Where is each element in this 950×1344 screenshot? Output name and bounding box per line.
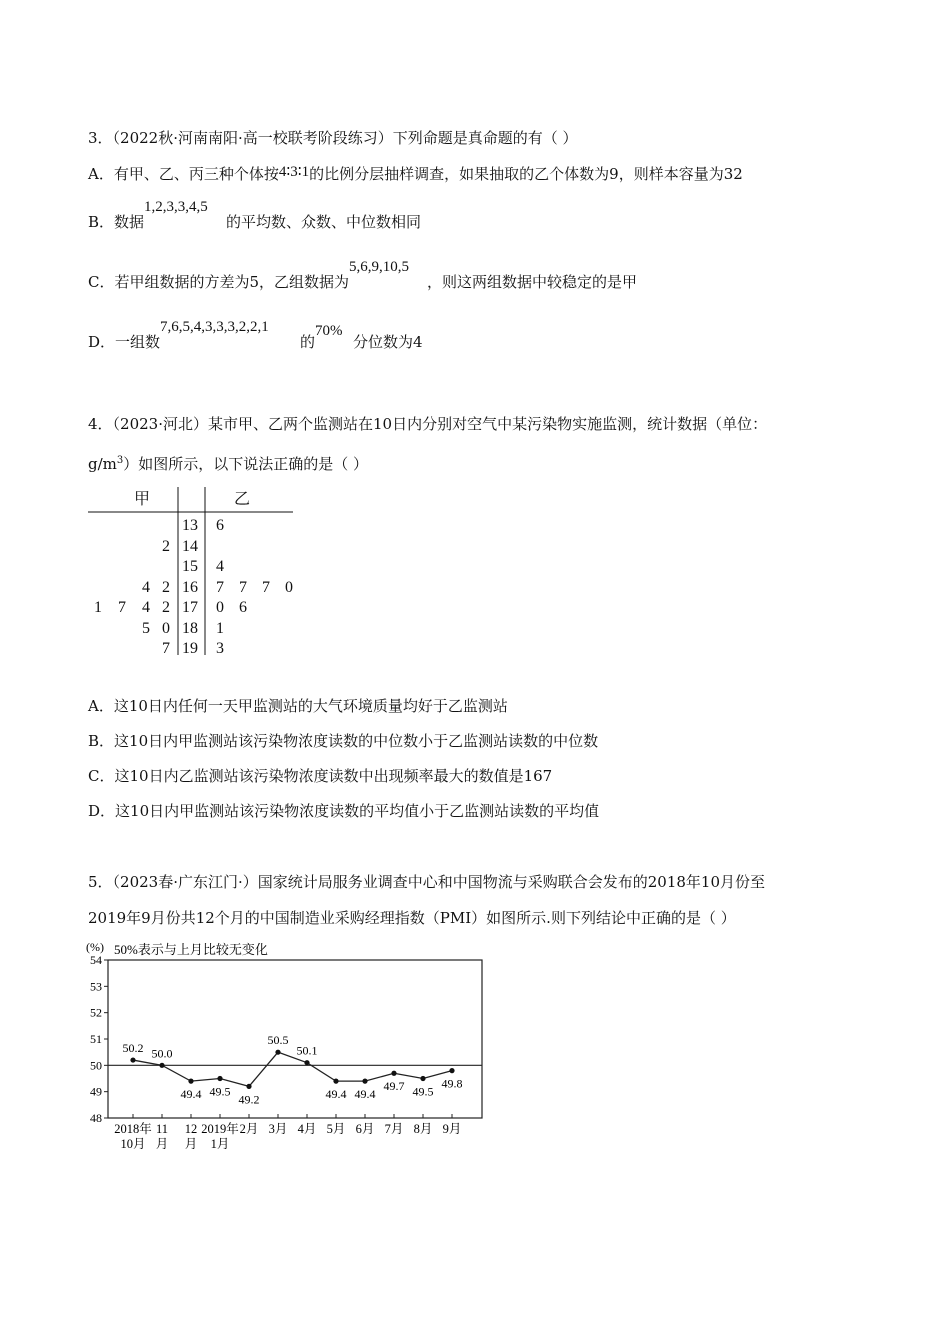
leaf-jia: 7 (162, 640, 170, 657)
pmi-point (188, 1079, 193, 1084)
x-tick-label: 7月 (384, 1122, 404, 1136)
leaf-jia: 2 (162, 599, 170, 616)
x-tick-label: 6月 (355, 1122, 375, 1136)
pmi-point (246, 1084, 251, 1089)
pmi-line-chart (80, 938, 500, 1153)
x-tick-label: 11 (155, 1122, 169, 1136)
q3-option-d-mid: 的 (300, 333, 316, 351)
leaf-yi: 7 (262, 578, 270, 596)
leaf-jia: 4 (142, 599, 150, 616)
pmi-point (420, 1076, 425, 1081)
chart-ylabel: (%) (86, 940, 104, 954)
q3-option-a-post: 的比例分层抽样调查，如果抽取的乙个体数为9，则样本容量为32 (309, 165, 743, 183)
leaf-jia: 2 (162, 578, 170, 596)
leaf-yi: 3 (216, 640, 224, 657)
pmi-data-label: 50.1 (296, 1043, 318, 1058)
chart-title: 50%表示与上月比较无变化 (114, 942, 268, 957)
pmi-point (333, 1079, 338, 1084)
q5-stem-line2: 2019年9月份共12个月的中国制造业采购经理指数（PMI）如图所示.则下列结论中正确的是（ ） (88, 909, 736, 927)
x-tick-label: 12 (184, 1122, 198, 1136)
pmi-point (362, 1079, 367, 1084)
y-tick-label: 51 (90, 1032, 102, 1046)
q3-option-b-data: 1,2,3,3,4,5 (144, 199, 208, 215)
pmi-point (159, 1063, 164, 1068)
leaf-yi: 0 (285, 578, 293, 596)
y-tick-label: 48 (90, 1111, 102, 1125)
q5-stem-line1: 5．（2023春·广东江门·）国家统计局服务业调查中心和中国物流与采购联合会发布的2018年10月份至 (88, 873, 766, 891)
y-tick-label: 53 (90, 979, 102, 994)
q4-unit-sup: 3 (116, 455, 124, 466)
q4-option-d: D．这10日内甲监测站该污染物浓度读数的平均值小于乙监测站读数的平均值 (88, 802, 600, 820)
x-tick-label: 9月 (442, 1122, 462, 1136)
q3-option-d (88, 319, 423, 353)
q3-option-d-post: 分位数为4 (353, 333, 423, 351)
x-tick-label: 1月 (210, 1137, 230, 1151)
q3-stem: 3．（2022秋·河南南阳·高一校联考阶段练习）下列命题是真命题的有（ ） (88, 129, 578, 147)
q4-stem-rest: ）如图所示，以下说法正确的是（ ） (123, 455, 369, 473)
pmi-data-label: 49.4 (325, 1087, 347, 1102)
x-tick-label: 10月 (120, 1137, 146, 1151)
leaf-yi: 4 (216, 558, 224, 575)
pmi-data-label: 49.7 (383, 1079, 405, 1094)
pmi-data-label: 49.5 (412, 1084, 434, 1099)
x-tick-label: 8月 (413, 1122, 433, 1136)
x-tick-label: 2019年 (201, 1122, 239, 1136)
pmi-point (217, 1076, 222, 1081)
y-tick-label: 50 (90, 1058, 102, 1073)
x-tick-label: 5月 (326, 1122, 346, 1136)
stem-value: 13 (182, 517, 198, 534)
pmi-data-label: 49.4 (180, 1087, 202, 1102)
q4-option-c: C．这10日内乙监测站该污染物浓度读数中出现频率最大的数值是167 (88, 767, 553, 785)
leaf-yi: 7 (239, 578, 247, 596)
q4-option-b: B．这10日内甲监测站该污染物浓度读数的中位数小于乙监测站读数的中位数 (88, 732, 599, 750)
y-tick-label: 52 (90, 1005, 102, 1020)
y-tick-label: 54 (90, 953, 102, 967)
stem-value: 14 (182, 537, 198, 555)
table-header-jia: 甲 (134, 491, 151, 508)
pmi-data-label: 49.8 (441, 1076, 463, 1091)
stem-value: 19 (182, 640, 198, 657)
q3-option-d-pre: D．一组数 (88, 333, 161, 351)
leaf-yi: 6 (216, 517, 224, 534)
q3-option-d-pct: 70% (315, 323, 343, 339)
q3-option-b-pre: B．数据 (88, 213, 145, 231)
q4-unit: g/m (88, 455, 117, 473)
pmi-point (304, 1060, 309, 1065)
leaf-yi: 7 (216, 578, 224, 596)
q3-option-c (88, 259, 638, 293)
leaf-jia: 1 (94, 599, 102, 616)
leaf-yi: 1 (216, 619, 224, 637)
pmi-data-label: 50.0 (151, 1046, 173, 1061)
stem-value: 16 (182, 578, 198, 596)
leaf-yi: 6 (239, 599, 247, 616)
q3-option-a (88, 164, 743, 185)
x-tick-label: 3月 (268, 1122, 288, 1136)
leaf-jia: 5 (142, 619, 150, 637)
pmi-point (391, 1071, 396, 1076)
x-tick-label: 4月 (297, 1122, 317, 1136)
stem-value: 18 (182, 619, 198, 637)
q4-option-a: A．这10日内任何一天甲监测站的大气环境质量均好于乙监测站 (88, 697, 508, 715)
q3-option-c-post: ，则这两组数据中较稳定的是甲 (427, 273, 638, 291)
table-header-yi: 乙 (234, 491, 251, 508)
pmi-data-label: 49.5 (209, 1084, 231, 1099)
x-tick-label: 月 (184, 1137, 198, 1151)
stem-leaf-table (88, 487, 298, 662)
q3-option-b (88, 199, 422, 233)
q3-option-a-pre: A．有甲、乙、丙三种个体按 (88, 165, 279, 183)
pmi-data-label: 49.4 (354, 1087, 376, 1102)
leaf-jia: 7 (118, 599, 126, 616)
x-tick-label: 月 (155, 1137, 169, 1151)
y-tick-label: 49 (90, 1084, 102, 1099)
q3-option-c-data: 5,6,9,10,5 (349, 259, 410, 275)
leaf-jia: 0 (162, 619, 170, 637)
q3-option-d-data: 7,6,5,4,3,3,3,2,2,1 (160, 319, 269, 335)
leaf-jia: 2 (162, 537, 170, 555)
q3-option-c-pre: C．若甲组数据的方差为5，乙组数据为 (88, 273, 350, 291)
pmi-point (449, 1068, 454, 1073)
pmi-point (130, 1057, 135, 1062)
q4-stem-line1: 4．（2023·河北）某市甲、乙两个监测站在10日内分别对空气中某污染物实施监测，统计数据（单位： (88, 415, 768, 433)
leaf-jia: 4 (142, 578, 150, 596)
x-tick-label: 2018年 (114, 1122, 152, 1136)
q4-stem-line2 (88, 451, 368, 474)
pmi-data-label: 50.2 (122, 1041, 144, 1056)
pmi-data-label: 50.5 (267, 1033, 289, 1048)
leaf-yi: 0 (216, 599, 224, 616)
pmi-data-label: 49.2 (238, 1092, 260, 1107)
pmi-point (275, 1050, 280, 1055)
x-tick-label: 2月 (239, 1122, 259, 1136)
q3-option-a-ratio: 4∶3∶1 (278, 164, 310, 180)
q3-option-b-post: 的平均数、众数、中位数相同 (226, 213, 422, 231)
stem-value: 17 (182, 599, 198, 616)
stem-value: 15 (182, 558, 198, 575)
